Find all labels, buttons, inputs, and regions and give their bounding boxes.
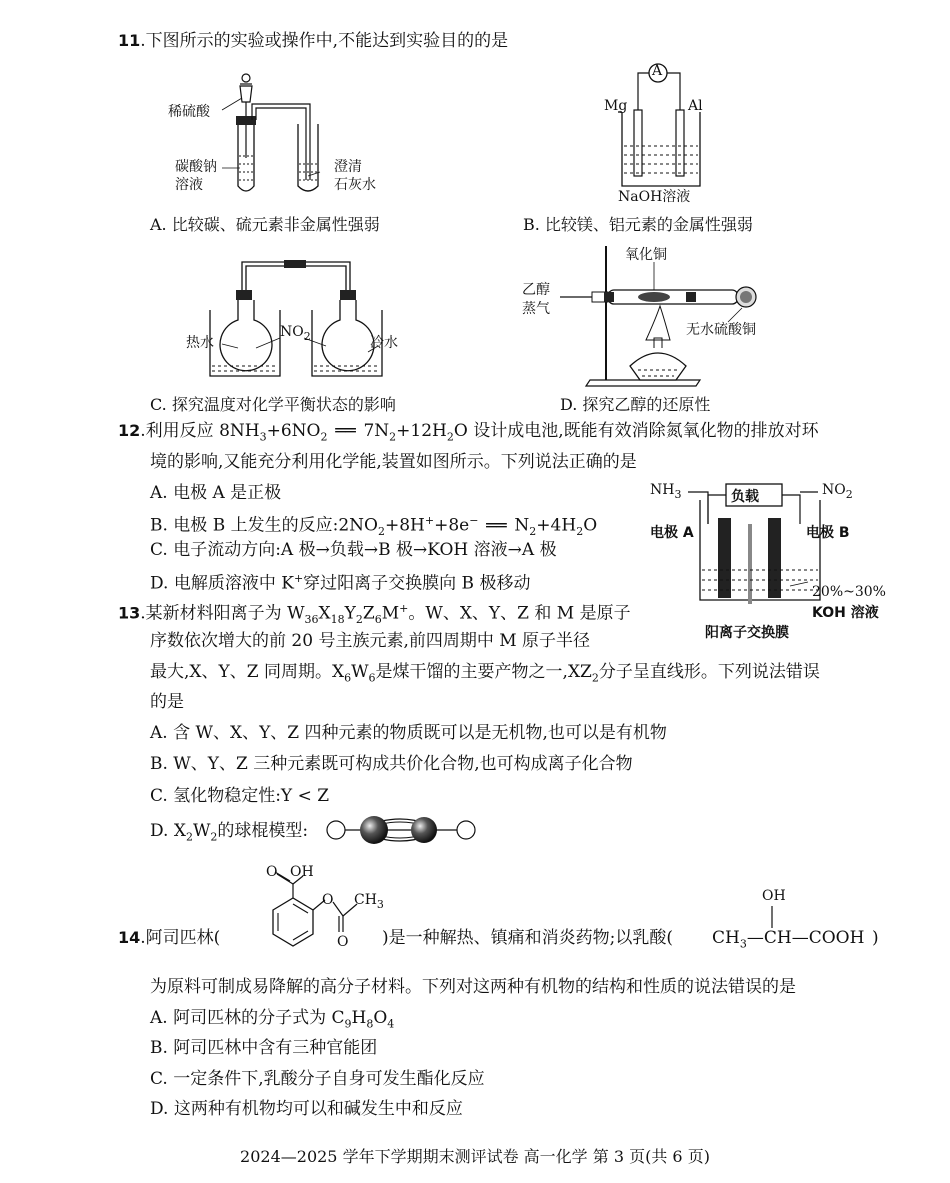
q13-stem-line1: 13.某新材料阳离子为 $W_{36}X_{18}Y_2Z_6M^+$。W、X、Y、Z 和 M 是原子	[118, 602, 631, 627]
q13-option-d: D. $X_2W_2$的球棍模型:	[150, 821, 309, 844]
q12-fig-electrode-b-label: 电极 B	[806, 525, 850, 541]
q12-stem-line2: 境的影响,又能充分利用化学能,装置如图所示。下列说法正确的是	[150, 452, 637, 472]
fig-c-cold-water-label: 冷水	[370, 335, 398, 351]
fig-a-lime-label-2: 石灰水	[334, 177, 376, 193]
lactic-acid-bond	[770, 906, 774, 928]
fig-b-ammeter-label: A	[652, 63, 663, 79]
q12-stem-line1: 12.利用反应 $8NH_3+6NO_2$ ══ $7N_2+12H_2O$ 设计成电池,既能有效消除氮氧化物的排放对环	[118, 421, 819, 444]
aspirin-oh: OH	[290, 864, 314, 880]
fig-d-ethanol-label-1: 乙醇	[522, 282, 550, 298]
q11-option-b: B. 比较镁、铝元素的金属性强弱	[523, 215, 753, 234]
q12-option-a: A. 电极 A 是正极	[150, 483, 282, 503]
fig-b-naoh-label: NaOH溶液	[618, 189, 691, 205]
aspirin-o2: O	[322, 892, 334, 908]
q13-option-b: B. W、Y、Z 三种元素既可构成共价化合物,也可构成离子化合物	[150, 754, 633, 774]
q14-option-a: A. 阿司匹林的分子式为 $C_9H_8O_4$	[150, 1008, 395, 1031]
fig-a-sodium-label-2: 溶液	[175, 177, 203, 193]
q11-option-c: C. 探究温度对化学平衡状态的影响	[150, 395, 396, 414]
figure-b-apparatus	[600, 60, 740, 190]
q14-option-c: C. 一定条件下,乳酸分子自身可发生酯化反应	[150, 1069, 485, 1089]
q12-fig-nh3-label: $NH_3$	[650, 482, 682, 501]
q13-option-a: A. 含 W、X、Y、Z 四种元素的物质既可以是无机物,也可以是有机物	[150, 723, 667, 743]
figure-c-apparatus	[200, 258, 420, 386]
q14-stem-line1-end: )	[872, 928, 879, 948]
lactic-acid-formula: $CH_3—CH—COOH$	[712, 928, 865, 951]
q14-stem-line1: 14.阿司匹林(	[118, 928, 221, 948]
q12-fig-concentration-label: 20%~30%	[812, 584, 886, 600]
fig-a-acid-label: 稀硫酸	[168, 104, 210, 120]
aspirin-o3: O	[337, 934, 349, 950]
q14-option-d: D. 这两种有机物均可以和碱发生中和反应	[150, 1099, 463, 1119]
q14-option-b: B. 阿司匹林中含有三种官能团	[150, 1038, 378, 1058]
aspirin-ch3: $CH_3$	[354, 892, 384, 911]
q13-stem-line4: 的是	[150, 692, 184, 712]
q13-stem-line2: 序数依次增大的前 20 号主族元素,前四周期中 M 原子半径	[150, 631, 591, 651]
fig-d-cuso4-label: 无水硫酸铜	[686, 322, 756, 338]
fig-d-ethanol-label-2: 蒸气	[522, 301, 550, 317]
lactic-oh: OH	[762, 888, 786, 904]
figure-d-apparatus	[560, 240, 780, 388]
q12-fig-membrane-label: 阳离子交换膜	[705, 625, 789, 641]
q12-option-c: C. 电子流动方向:A 极→负载→B 极→KOH 溶液→A 极	[150, 540, 557, 560]
q12-option-d: D. 电解质溶液中 K+穿过阳离子交换膜向 B 极移动	[150, 572, 531, 594]
q11-stem: 11.下图所示的实验或操作中,不能达到实验目的的是	[118, 31, 509, 51]
q12-fig-koh-label: KOH 溶液	[812, 605, 879, 621]
aspirin-o1: O	[266, 864, 278, 880]
fig-d-cuo-label: 氧化铜	[625, 247, 667, 263]
fig-b-mg-label: Mg	[604, 98, 628, 114]
q11-option-d: D. 探究乙醇的还原性	[560, 395, 711, 414]
q12-fig-no2-label: $NO_2$	[822, 482, 853, 501]
ball-stick-model	[320, 812, 480, 848]
fig-a-lime-label-1: 澄清	[334, 159, 362, 175]
q12-fig-load-label: 负载	[731, 489, 759, 505]
q14-stem-line2: 为原料可制成易降解的高分子材料。下列对这两种有机物的结构和性质的说法错误的是	[150, 977, 796, 997]
q13-stem-line3: 最大,X、Y、Z 同周期。$X_6W_6$是煤干馏的主要产物之一$,XZ_2$分子呈直线形。下列说法错误	[150, 662, 820, 685]
fig-a-sodium-label-1: 碳酸钠	[175, 159, 217, 175]
q12-fig-electrode-a-label: 电极 A	[650, 525, 694, 541]
q11-number: 11	[118, 31, 141, 50]
fig-c-no2-label: $NO_2$	[280, 324, 311, 343]
q13-option-c: C. 氢化物稳定性:Y < Z	[150, 786, 330, 806]
q12-option-b: B. 电极 B 上发生的反应$:2NO_2+8H^++8e^-$ ══ $N_2+4H_2O$	[150, 514, 598, 539]
q14-stem-line1-mid: )是一种解热、镇痛和消炎药物;以乳酸(	[382, 928, 673, 948]
q11-option-a: A. 比较碳、硫元素非金属性强弱	[150, 215, 380, 234]
fig-b-al-label: Al	[688, 98, 703, 114]
page-footer: 2024—2025 学年下学期期末测评试卷 高一化学 第 3 页(共 6 页)	[240, 1147, 710, 1166]
fig-c-hot-water-label: 热水	[186, 335, 214, 351]
